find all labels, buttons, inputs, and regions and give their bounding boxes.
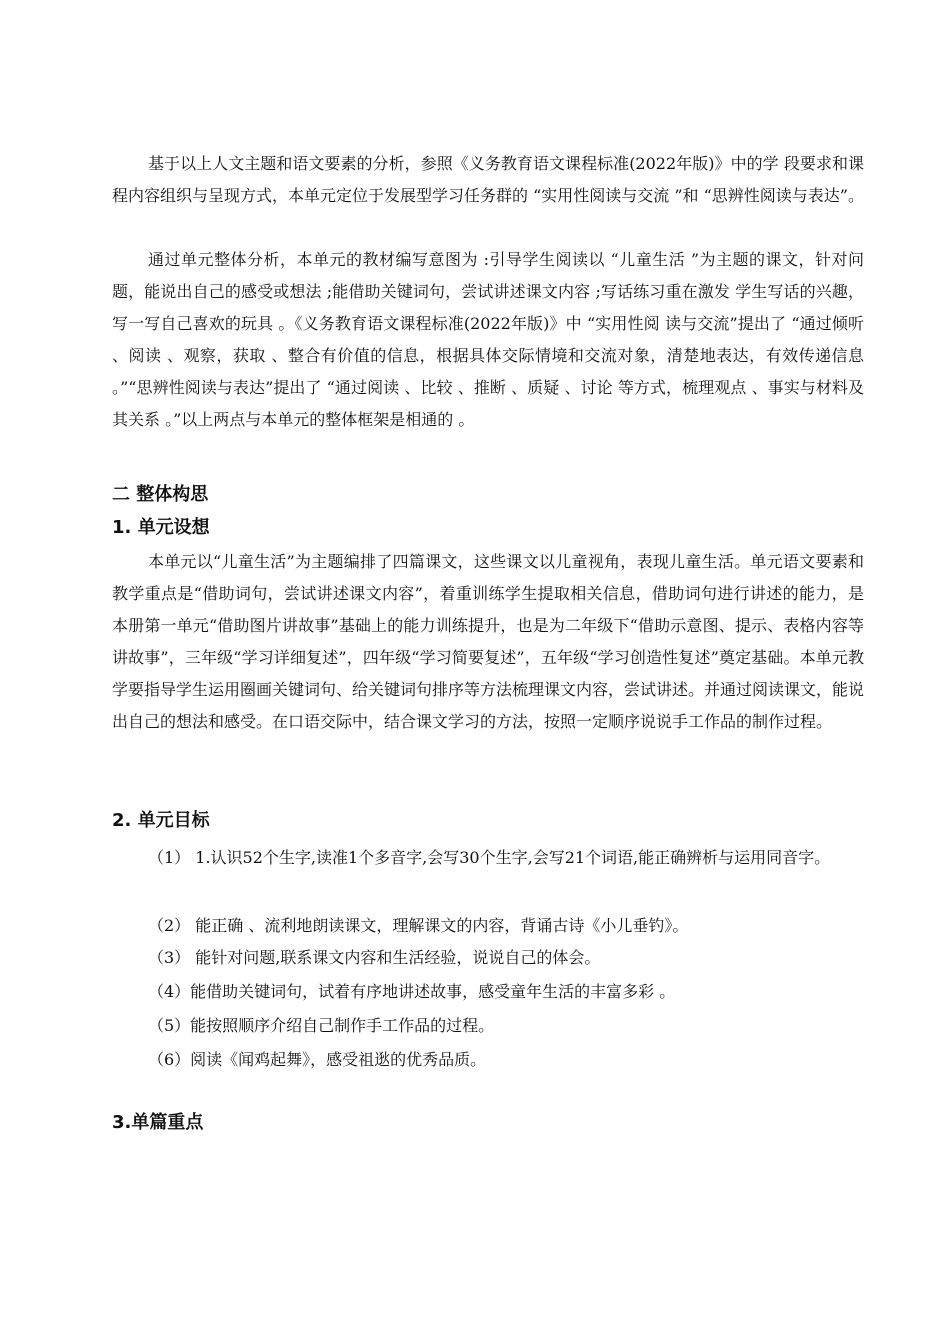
subheading-unit-concept: 1. 单元设想 <box>112 517 210 538</box>
goal-item-2: （2） 能正确 、流利地朗读课文，理解课文的内容，背诵古诗《小儿垂钓》。 <box>148 916 689 935</box>
paragraph-unit-concept: 本单元以“儿童生活”为主题编排了四篇课文，这些课文以儿童视角，表现儿童生活。单元语文要素和教学重点是“借助词句，尝试讲述课文内容”，着重训练学生提取相关信息，借助词句进行讲述的能力，是本册第一单元“借助图片讲故事”基础上的能力训练提升，也是为二年级下“借助示意图、提示、表格内容等讲故事”，三年级“学习详细复述”，四年级“学习简要复述”，五年级“学习创造性复述”奠定基础。本单元教学要指导学生运用圈画关键词句、给关键词句排序等方法梳理课文内容，尝试讲述。并通过阅读课文，能说出自己的想法和感受。在口语交际中，结合课文学习的方法，按照一定顺序说说手工作品的制作过程。 <box>112 552 865 731</box>
goal-item-6: （6）阅读《闻鸡起舞》，感受祖逖的优秀品质。 <box>148 1050 487 1069</box>
goal-item-5: （5）能按照顺序介绍自己制作手工作品的过程。 <box>148 1016 495 1035</box>
subheading-single-lesson-focus: 3.单篇重点 <box>112 1112 204 1133</box>
goal-item-4: （4）能借助关键词句，试着有序地讲述故事，感受童年生活的丰富多彩 。 <box>148 982 676 1001</box>
paragraph-positioning: 基于以上人文主题和语文要素的分析，参照《义务教育语文课程标准(2022年版)》中的学 段要求和课程内容组织与呈现方式，本单元定位于发展型学习任务群的 “实用性阅读与交流 ”和 “思辨性阅读与表达”。 <box>112 154 864 205</box>
goal-item-1: （1） 1.认识52个生字,读准1个多音字,会写30个生字,会写21个词语,能正确辨析与运用同音字。 <box>148 848 831 867</box>
section-heading-overall-design: 二 整体构思 <box>112 484 209 505</box>
paragraph-unit-analysis: 通过单元整体分析，本单元的教材编写意图为 :引导学生阅读以 “儿童生活 ”为主题的课文，针对问题，能说出自己的感受或想法 ;能借助关键词句，尝试讲述课文内容 ;写话练习重在激发 学生写话的兴趣，写一写自己喜欢的玩具 。《义务教育语文课程标准(2022年版)》中 “实用性阅 读与交流”提出了 “通过倾听 、阅读 、观察，获取 、整合有价值的信息，根据具体交际情境和交流对象，清楚地表达，有效传递信息 。”“思辨性阅读与表达”提出了 “通过阅读 、比较 、推断 、质疑 、讨论 等方式，梳理观点 、事实与材料及其关系 。”以上两点与本单元的整体框架是相通的 。 <box>112 250 864 429</box>
subheading-unit-goals: 2. 单元目标 <box>112 810 210 831</box>
goal-item-3: （3） 能针对问题,联系课文内容和生活经验，说说自己的体会。 <box>148 948 601 967</box>
